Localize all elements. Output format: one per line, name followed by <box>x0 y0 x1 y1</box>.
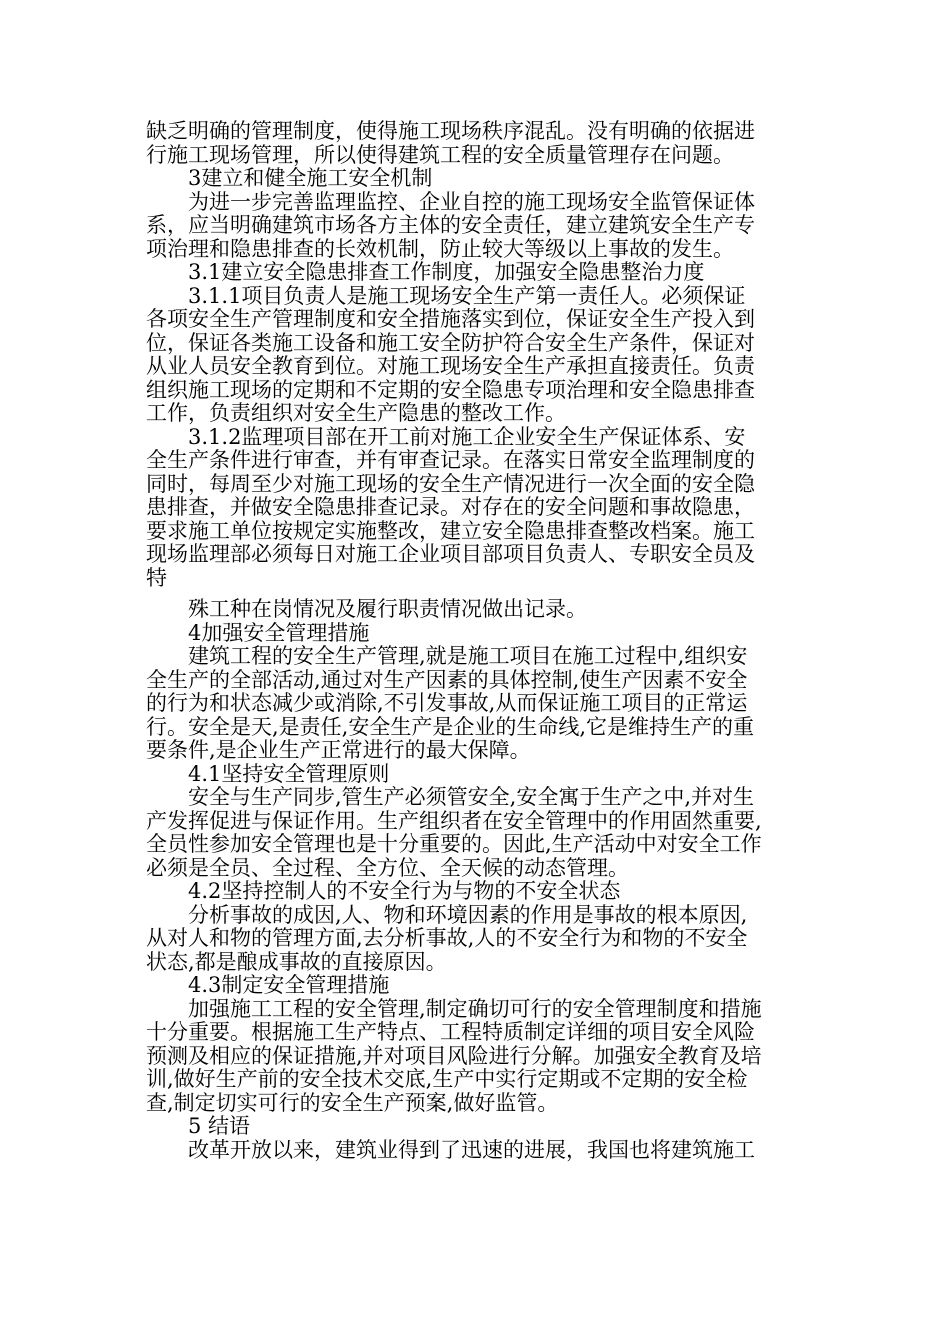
text-line: 改革开放以来，建筑业得到了迅速的进展，我国也将建筑施工 <box>188 1137 755 1162</box>
text-line: 为进一步完善监理监控、企业自控的施工现场安全监管保证体 <box>188 189 755 214</box>
text-line: 位，保证各类施工设备和施工安全防护符合安全生产条件，保证对 <box>146 330 755 355</box>
text-line: 工作，负责组织对安全生产隐患的整改工作。 <box>146 401 566 425</box>
text-line: 全员性参加安全管理也是十分重要的。因此,生产活动中对安全工作 <box>146 832 762 856</box>
text-line: 3.1建立安全隐患排查工作制度，加强安全隐患整治力度 <box>188 260 705 284</box>
text-line: 4.1坚持安全管理原则 <box>188 761 390 786</box>
text-line: 患排查，并做安全隐患排查记录。对存在的安全问题和事故隐患， <box>146 495 755 519</box>
text-line: 全生产的全部活动,通过对生产因素的具体控制,使生产因素不安全 <box>146 667 748 692</box>
text-line: 项治理和隐患排查的长效机制，防止较大等级以上事故的发生。 <box>146 236 734 261</box>
text-line: 4.2坚持控制人的不安全行为与物的不安全状态 <box>188 879 621 903</box>
text-line: 3.1.2监理项目部在开工前对施工企业安全生产保证体系、安 <box>188 424 746 449</box>
text-line: 系，应当明确建筑市场各方主体的安全责任，建立建筑安全生产专 <box>146 213 755 237</box>
text-line: 状态,都是酿成事故的直接原因。 <box>146 949 447 974</box>
text-line: 4加强安全管理措施 <box>188 620 370 645</box>
text-line: 殊工种在岗情况及履行职责情况做出记录。 <box>188 597 587 621</box>
text-line: 行。安全是天,是责任,安全生产是企业的生命线,它是维持生产的重 <box>146 714 755 739</box>
text-line: 从业人员安全教育到位。对施工现场安全生产承担直接责任。负责 <box>146 354 755 378</box>
text-line: 各项安全生产管理制度和安全措施落实到位，保证安全生产投入到 <box>146 307 755 331</box>
text-line: 4.3制定安全管理措施 <box>188 973 390 997</box>
text-line: 安全与生产同步,管生产必须管安全,安全寓于生产之中,并对生 <box>188 785 755 809</box>
text-line: 同时，每周至少对施工现场的安全生产情况进行一次全面的安全隐 <box>146 471 755 496</box>
text-line: 行施工现场管理，所以使得建筑工程的安全质量管理存在问题。 <box>146 142 734 167</box>
text-line: 5 结语 <box>188 1114 251 1138</box>
text-line: 全生产条件进行审查，并有审查记录。在落实日常安全监理制度的 <box>146 448 755 472</box>
text-line: 的行为和状态减少或消除,不引发事故,从而保证施工项目的正常运 <box>146 691 748 715</box>
text-line: 预测及相应的保证措施,并对项目风险进行分解。加强安全教育及培 <box>146 1043 762 1068</box>
text-line: 现场监理部必须每日对施工企业项目部项目负责人、专职安全员及 <box>146 542 755 566</box>
text-line: 查,制定切实可行的安全生产预案,做好监管。 <box>146 1090 559 1115</box>
text-line: 要求施工单位按规定实施整改，建立安全隐患排查整改档案。施工 <box>146 518 755 543</box>
text-line: 组织施工现场的定期和不定期的安全隐患专项治理和安全隐患排查 <box>146 377 755 402</box>
text-line: 要条件,是企业生产正常进行的最大保障。 <box>146 738 531 762</box>
text-line: 特 <box>146 565 167 590</box>
document-body <box>146 120 806 1162</box>
text-line: 必须是全员、全过程、全方位、全天候的动态管理。 <box>146 855 629 880</box>
text-line: 十分重要。根据施工生产特点、工程特质制定详细的项目安全风险 <box>146 1020 755 1044</box>
text-line: 3.1.1项目负责人是施工现场安全生产第一责任人。必须保证 <box>188 283 746 308</box>
text-line: 训,做好生产前的安全技术交底,生产中实行定期或不定期的安全检 <box>146 1067 748 1091</box>
text-line: 从对人和物的管理方面,去分析事故,人的不安全行为和物的不安全 <box>146 926 748 950</box>
text-line: 分析事故的成因,人、物和环境因素的作用是事故的根本原因, <box>188 902 748 927</box>
text-line: 加强施工工程的安全管理,制定确切可行的安全管理制度和措施 <box>188 996 762 1021</box>
text-line: 缺乏明确的管理制度，使得施工现场秩序混乱。没有明确的依据进 <box>146 119 755 143</box>
text-line: 产发挥促进与保证作用。生产组织者在安全管理中的作用固然重要, <box>146 808 762 833</box>
text-line: 建筑工程的安全生产管理,就是施工项目在施工过程中,组织安 <box>188 644 748 668</box>
text-line: 3建立和健全施工安全机制 <box>188 166 433 190</box>
